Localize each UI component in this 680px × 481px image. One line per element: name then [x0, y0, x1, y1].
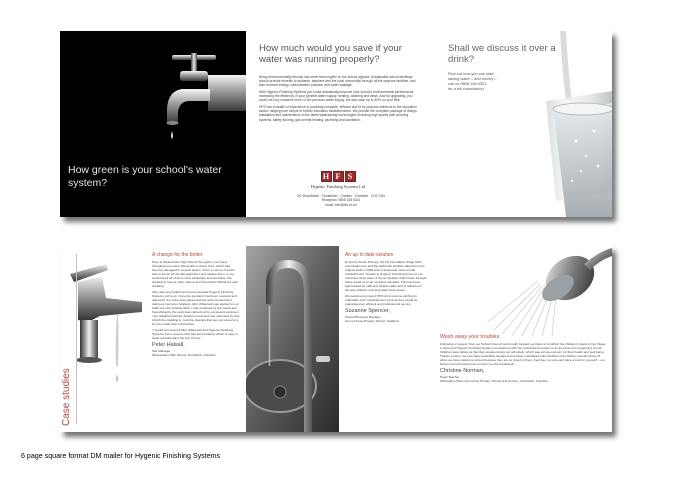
logo-letter: F [333, 171, 344, 182]
logo-company-name: Hygenic Finishing Systems Ltd [310, 184, 366, 189]
mailer-outer-spread [60, 31, 612, 217]
case-study-paragraph: We would recommend HFS Ltd to anyone wishing to undertake such refurbishment work as they would be guaranteed an efficient and professional service. [345, 294, 418, 307]
drink-body-line: Find out how you can start [448, 71, 494, 76]
savings-heading: How much would you save if your water was running properly? [259, 43, 402, 65]
case-study-organisation: Grove House Primary School, Stratford [345, 319, 399, 324]
savings-body [259, 75, 419, 124]
case-study-one-panel [60, 246, 246, 432]
case-study-organisation: Weaverham High School, Northwich, Cheshire [152, 353, 216, 358]
hfs-logo [293, 171, 383, 189]
case-study-title: Wash away your troubles [440, 334, 500, 340]
case-study-role: Head Teacher [440, 375, 460, 380]
drink-body-line: call on 0808 108 6321 [448, 81, 487, 86]
savings-panel [246, 31, 426, 217]
case-study-title: A change for the better [152, 252, 203, 258]
shower-head-photo [432, 246, 612, 336]
front-cover-panel [60, 31, 246, 217]
mailer-inner-spread [60, 246, 612, 432]
case-study-two [345, 252, 427, 323]
case-study-two-panel [339, 246, 432, 432]
case-study-role: School Business Manager [345, 315, 381, 320]
drink-panel [426, 31, 612, 217]
case-study-author: Peter Halsall, [152, 342, 185, 349]
case-study-paragraph: Here at Weaverham High School the pupils in our busy changing room were faced with a scarier floor, which had become damaged in several places. Once a course of action was to knock off the damaged floor and replace them, or we could knock all of them off to wholesale and purchase. We decided to look at other options and found Altro Whiterock wall cladding. [152, 260, 238, 288]
case-study-role: Site Manager [152, 349, 171, 354]
drink-body [448, 71, 528, 91]
vertical-rule [76, 254, 77, 424]
case-study-paragraph: At Grove House Primary, the ISI Foundation Stage Multi and cloakrooms and the staff toilet facilities dated from the original build in 1969 and in desperate need of total refurbishment. Thanks to Hygenic Finishing Systems Ltd now have three state of the art facilities which have brought these areas up to an excellent standard. This has been appreciated by staff and children alike and is reflected in the way children now look after these areas. [345, 260, 427, 292]
sink-photo-panel [246, 246, 339, 432]
logo-letter: S [345, 171, 356, 182]
case-study-paragraph: Following a 'request' from our School Council we brought forward our plans to refurbish the children's toilets in Key Stage 2. Altro and Hygenic Finishing Systems provided us with the professional service to do just that, from beginning to end. Children were telling us that they avoided using our old toilets, which was a huge concern for their health and well being. Thanks to Altro, we now have beautifully designed and easily maintained toilet facilities that children actually show off when we have visitors to school because they are so proud of them. Feel free to come and have a look for yourself – our School Council would love to show you the handiwork! [440, 342, 606, 366]
savings-paragraph: Being environmentally friendly has never been higher on the school agenda. Sustainable school buildings should provide benefits to students, teachers and the local community through all the purpose facilities, and also reduced energy, carbonisation pollution and water wastage. [259, 75, 416, 88]
page-caption: 6 page square format DM mailer for Hygenic Finishing Systems [21, 452, 221, 460]
case-study-three-panel [432, 246, 612, 432]
case-study-paragraph: Altro was very helpful and recommended Hygenic Finishing Systems Ltd to us. Once the quotation had been received and approved, the order was placed and the work commenced during our summer holidays. Altro Whiterock was applied to our walls over the existing flash. I was surprised by the speed and how efficiently the work was carried out by competent workmen. I am delighted with the finished result and was surprised by how stylish the cladding is. And the cleaning that we now spend is a lot less made than it did before. [152, 290, 240, 327]
drink-body-line: saving water – and money – [448, 76, 497, 81]
sink-tap-photo [246, 246, 339, 432]
savings-paragraph: With Hygenic Finishing Systems you could dramatically improve your school's environmental performance, increasing the efficiency of your general water supply, heating, washing and wash. And by upgrading, you could not only conserve more of our precious water supply, but also save up to 30% on your bills. [259, 90, 415, 103]
drink-body-line: for a full consultation. [448, 86, 485, 91]
case-study-title: An up to date solution [345, 252, 394, 258]
case-study-one [152, 252, 240, 357]
address-phone: Reception: 0808 108 6321 [321, 198, 361, 203]
case-study-organisation: Winnington Park Community Primary School and Nursery, Northwich, Cheshire [440, 379, 549, 384]
case-study-three [440, 334, 608, 383]
company-address [266, 194, 416, 207]
drink-heading: Shall we discuss it over a drink? [448, 43, 556, 65]
case-studies-label: Case studies [61, 368, 72, 426]
case-study-author: Christine Norman, [440, 368, 485, 375]
address-line: 28, Woodfields · Christleton · Chester · Cheshire · CH3 7AH [297, 194, 385, 198]
case-study-author: Suzanne Spencer, [345, 308, 390, 315]
address-email: email: info@hfs.co.uk [325, 202, 357, 207]
logo-letter: H [321, 171, 332, 182]
savings-paragraph: HFS has a wealth of experience in providing complete, efficient and fit for purpose solutions to the education sector, ranging from simple to further education establishments. We provide the complete package of design, installation and maintenance to the latest watersaving technologies including high quality wall covering systems, safety flooring, gas central heating, plumbing and sanitation. [259, 105, 418, 122]
case-study-quote: "I would recommend Altro Whiterock and Hygenic Finishing Systems Ltd to anyone who has tired surfaces which is easy to clean and will stand the test of time." [152, 328, 238, 341]
front-heading: How green is your school's water system? [68, 164, 222, 189]
